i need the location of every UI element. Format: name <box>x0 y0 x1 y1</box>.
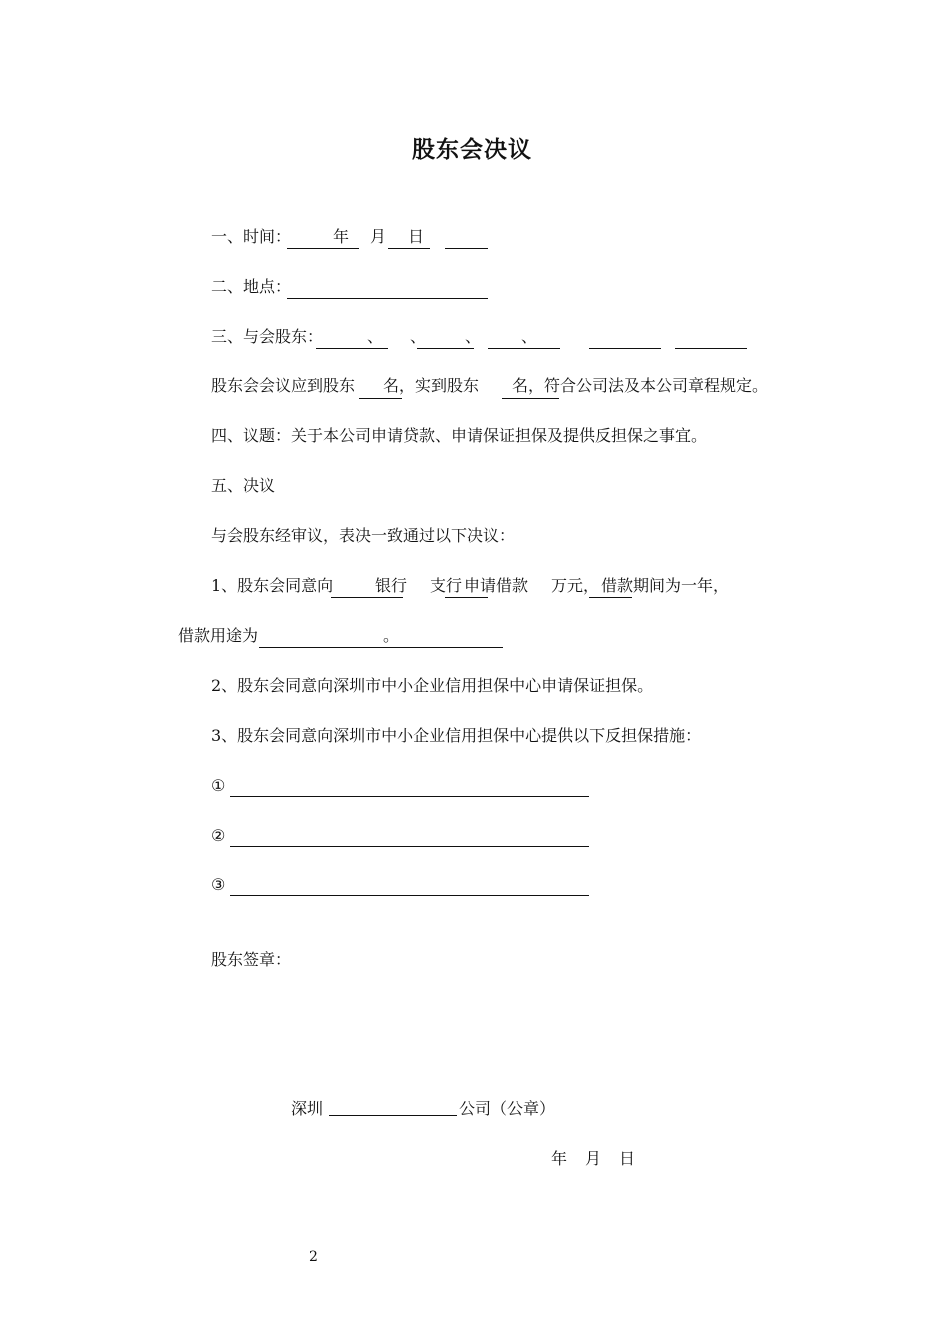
time-day-blank[interactable] <box>388 248 430 249</box>
item3-text: 3、股东会同意向深圳市中小企业信用担保中心提供以下反担保措施： <box>211 726 702 745</box>
attendee-sep-1: 、 <box>367 327 384 346</box>
company-prefix: 深圳 <box>291 1099 324 1118</box>
company-name-blank[interactable] <box>329 1115 457 1116</box>
item1-bank: 银行 <box>375 576 408 595</box>
item1-amount: 万元， <box>551 576 600 595</box>
resolution-intro: 与会股东经审议，表决一致通过以下决议： <box>211 526 516 545</box>
place-blank[interactable] <box>287 298 488 299</box>
item1-bank-blank[interactable] <box>331 597 403 598</box>
quorum-text-3: 名，符合公司法及本公司章程规定。 <box>512 376 769 395</box>
attendee-blank-4[interactable] <box>589 348 661 349</box>
quorum-text-2: 名，实到股东 <box>383 376 480 395</box>
measure-blank-1[interactable] <box>230 796 589 797</box>
time-month: 月 <box>370 227 387 246</box>
attendee-blank-3[interactable] <box>488 348 560 349</box>
time-label: 一、时间： <box>211 227 292 246</box>
item1-prefix: 1、股东会同意向 <box>211 576 334 595</box>
place-label: 二、地点： <box>211 277 292 296</box>
quorum-present-blank[interactable] <box>502 398 559 399</box>
date-day: 日 <box>619 1149 636 1168</box>
item1-branch-blank[interactable] <box>445 597 488 598</box>
item1-usage-end: 。 <box>383 626 400 645</box>
measure-marker-1: ① <box>211 776 226 795</box>
quorum-due-blank[interactable] <box>359 398 402 399</box>
measure-blank-2[interactable] <box>230 846 589 847</box>
item1-apply: 申请借款 <box>464 576 529 595</box>
attendee-blank-2[interactable] <box>417 348 474 349</box>
time-day: 日 <box>408 227 425 246</box>
item1-usage-blank[interactable] <box>259 647 503 648</box>
signature-label: 股东签章： <box>211 950 292 969</box>
quorum-text-1: 股东会会议应到股东 <box>211 376 356 395</box>
date-year: 年 <box>551 1149 568 1168</box>
page-title: 股东会决议 <box>412 136 532 163</box>
measure-blank-3[interactable] <box>230 895 589 896</box>
attendee-sep-4: 、 <box>521 327 538 346</box>
attendee-sep-2: 、 <box>410 327 427 346</box>
time-year: 年 <box>333 227 350 246</box>
item2-text: 2、股东会同意向深圳市中小企业信用担保中心申请保证担保。 <box>211 676 654 695</box>
item1-usage-label: 借款用途为 <box>178 626 259 645</box>
measure-marker-2: ② <box>211 826 226 845</box>
attendees-label: 三、与会股东： <box>211 327 324 346</box>
date-month: 月 <box>585 1149 602 1168</box>
attendee-blank-5[interactable] <box>675 348 747 349</box>
attendee-sep-3: 、 <box>465 327 482 346</box>
page-number: 2 <box>309 1249 318 1265</box>
time-extra-blank[interactable] <box>445 248 488 249</box>
item1-branch: 支行 <box>430 576 463 595</box>
attendee-blank-1[interactable] <box>316 348 388 349</box>
resolution-heading: 五、决议 <box>211 476 276 495</box>
item1-amount-blank[interactable] <box>589 597 632 598</box>
measure-marker-3: ③ <box>211 875 226 894</box>
item1-loan-term: 借款期间为一年， <box>601 576 730 595</box>
company-suffix: 公司（公章） <box>459 1099 556 1118</box>
time-year-blank[interactable] <box>287 248 359 249</box>
topic-text: 四、议题：关于本公司申请贷款、申请保证担保及提供反担保之事宜。 <box>211 426 708 445</box>
